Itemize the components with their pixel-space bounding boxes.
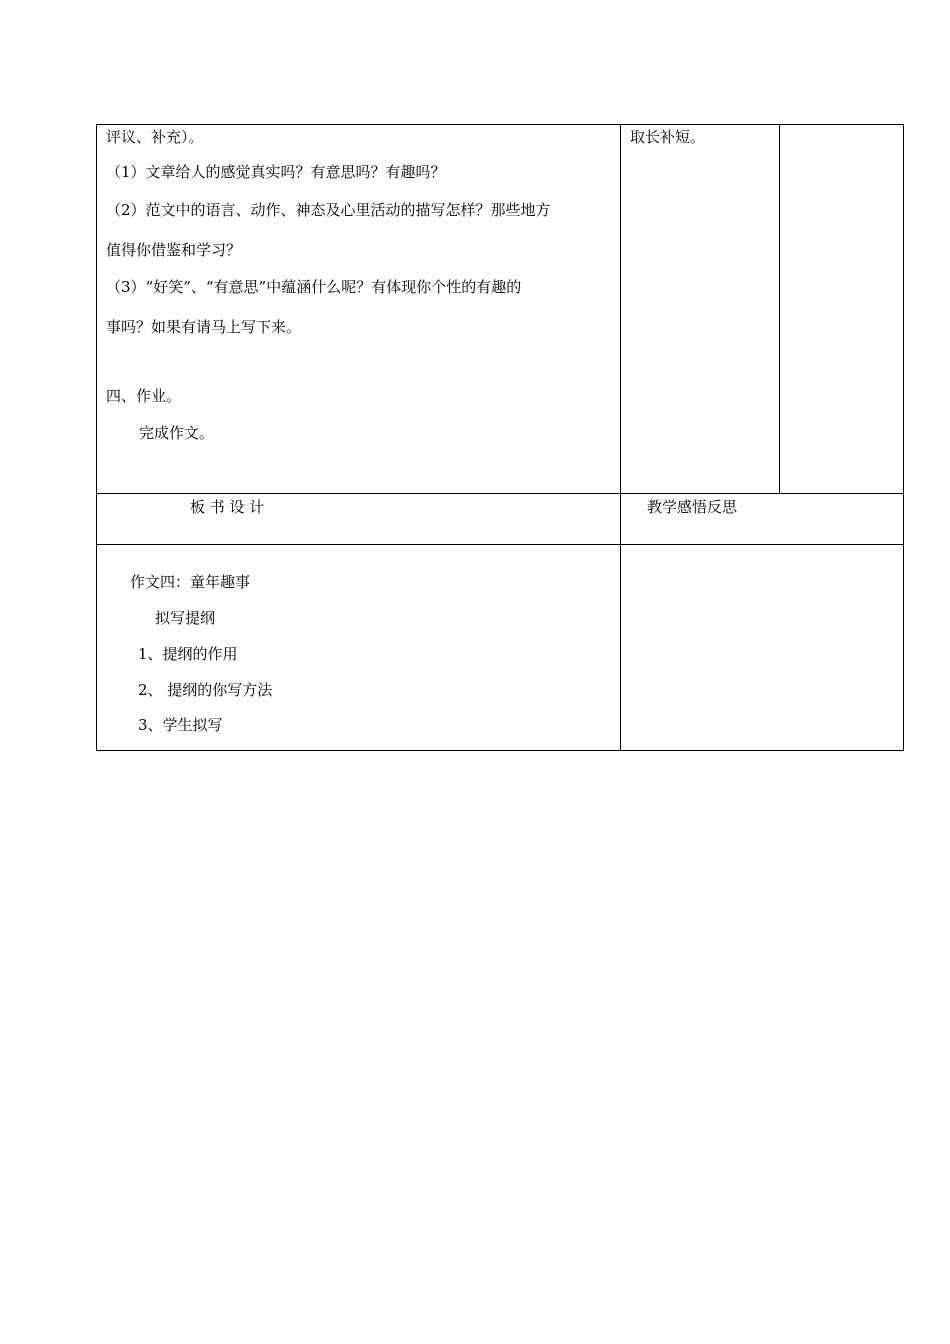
column-divider-side: [779, 124, 780, 494]
row-divider-2: [96, 544, 904, 545]
table-left-border: [96, 124, 97, 751]
board-line-5: 3、学生拟写: [138, 716, 223, 734]
homework-heading: 四、作业。: [106, 387, 182, 405]
board-line-3: 1、提纲的作用: [138, 645, 238, 663]
side-cell-text: 取长补短。: [630, 128, 706, 146]
main-line-4: 值得你借鉴和学习？: [106, 241, 242, 259]
column-divider-main: [620, 124, 621, 751]
table-right-border: [903, 124, 904, 751]
row-divider-1: [96, 493, 904, 494]
table-bottom-border: [96, 750, 904, 751]
main-line-2: （1）文章给人的感觉真实吗？有意思吗？有趣吗？: [106, 163, 446, 181]
board-design-header: 板 书 设 计: [190, 498, 265, 516]
main-line-6: 事吗？如果有请马上写下来。: [106, 318, 302, 336]
reflection-header: 教学感悟反思: [647, 498, 738, 516]
board-line-2: 拟写提纲: [155, 609, 216, 627]
main-line-5: （3）“好笑”、“有意思”中蕴涵什么呢？有体现你个性的有趣的: [106, 278, 522, 296]
table-top-border: [96, 124, 904, 125]
main-line-3: （2）范文中的语言、动作、神态及心里活动的描写怎样？那些地方: [106, 201, 551, 219]
board-line-4: 2、 提纲的你写方法: [138, 681, 273, 699]
board-line-1: 作文四：童年趣事: [130, 573, 251, 591]
homework-item: 完成作文。: [139, 424, 215, 442]
main-line-1: 评议、补充）。: [106, 128, 204, 146]
